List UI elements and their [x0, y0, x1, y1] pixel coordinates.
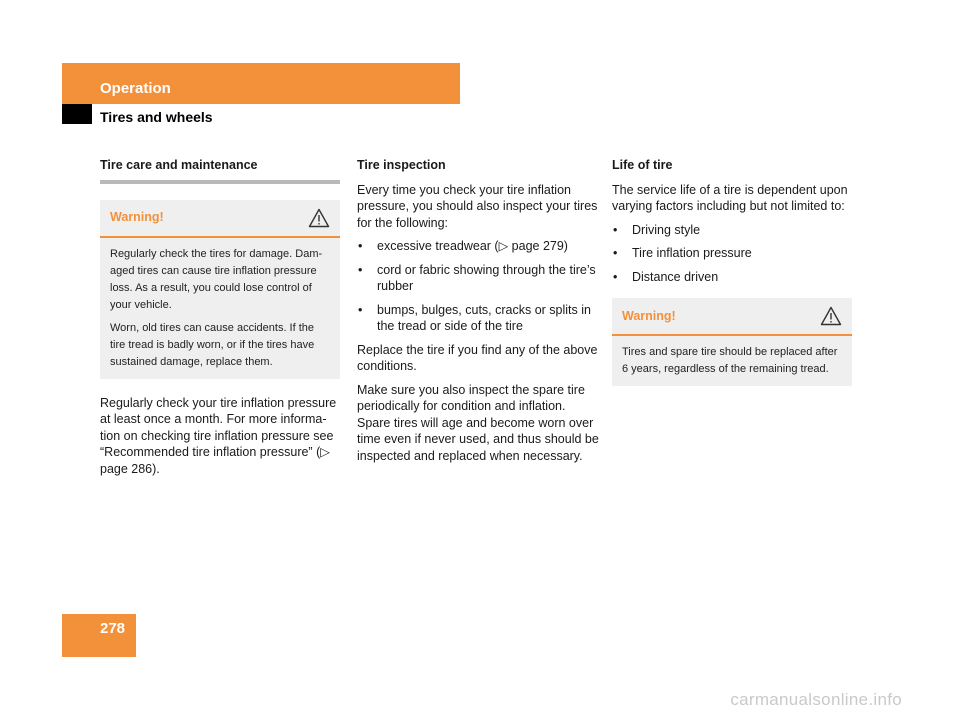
heading-tire-inspection: Tire inspection — [357, 158, 446, 172]
warning-text-1: Tires and spare tire should be replaced after 6 years, regardless of the remaining tread. — [622, 346, 838, 375]
replace-paragraph: Replace the tire if you find any of the above conditions. — [357, 342, 598, 373]
list-item: • cord or fabric showing through the tire’s rubber — [357, 262, 602, 295]
list-item: • Driving style — [612, 222, 857, 239]
heading-life-of-tire: Life of tire — [612, 158, 673, 172]
list-item: • excessive treadwear (▷ page 279) — [357, 238, 602, 255]
heading-tire-care: Tire care and maintenance — [100, 157, 340, 184]
column-tire-care — [100, 157, 345, 484]
page-subtitle: Tires and wheels — [100, 109, 213, 125]
warning-body — [100, 238, 340, 379]
life-intro: The service life of a tire is dependent upon varying factors including but not limited to: — [612, 182, 848, 213]
list-item: • Tire inflation pressure — [612, 245, 857, 262]
list-item: • Distance driven — [612, 269, 857, 286]
column-tire-inspection — [357, 157, 602, 471]
column-life-of-tire — [612, 157, 857, 386]
life-factors-list — [612, 222, 857, 286]
watermark: carmanualsonline.info — [730, 690, 902, 709]
warning-text-1: Regularly check the tires for damage. Dam-aged tires can cause tire inflation pressure loss. As a result, you could lose control of your vehicle. — [110, 247, 323, 311]
header-tab-marker — [62, 104, 92, 124]
page-number: 278 — [100, 620, 126, 637]
warning-header — [612, 298, 852, 336]
warning-triangle-icon — [308, 208, 330, 228]
warning-box-age — [612, 298, 852, 386]
tire-pressure-paragraph: Regularly check your tire inflation pressure at least once a month. For more informa-tion on checking tire inflation pressure see “Recommended tire inflation pressure” (▷ page 286). — [100, 395, 337, 476]
spare-tire-paragraph: Make sure you also inspect the spare tire periodically for condition and inflation. Spare tires will age and become worn over time even if never used, and thus should be inspected and replaced when necessary. — [357, 382, 599, 463]
list-item: • bumps, bulges, cuts, cracks or splits in the tread or side of the tire — [357, 302, 602, 335]
warning-header — [100, 200, 340, 238]
inspection-list — [357, 238, 602, 335]
warning-text-2: Worn, old tires can cause accidents. If the tire tread is badly worn, or if the tires have sustained damage, replace them. — [110, 321, 315, 368]
warning-triangle-icon — [820, 306, 842, 326]
warning-box-damage — [100, 200, 340, 379]
warning-label: Warning! — [622, 308, 676, 323]
warning-label: Warning! — [110, 210, 164, 225]
inspection-intro: Every time you check your tire inflation pressure, you should also inspect your tires for the following: — [357, 182, 598, 230]
warning-body — [612, 336, 852, 386]
section-title: Operation — [100, 80, 171, 97]
